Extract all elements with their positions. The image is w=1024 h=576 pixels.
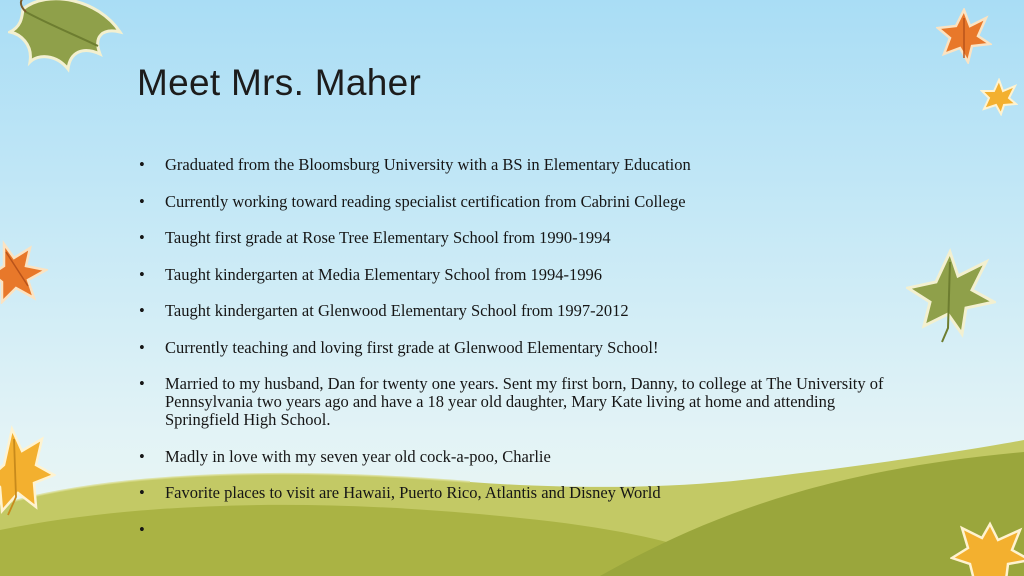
bullet-icon: • (139, 301, 145, 320)
list-item (137, 193, 897, 211)
leaf-icon (936, 8, 992, 64)
list-item-text: Madly in love with my seven year old cock-a-poo, Charlie (165, 446, 551, 466)
slide-title: Meet Mrs. Maher (137, 62, 422, 103)
bullet-icon: • (139, 374, 145, 393)
list-item (137, 229, 897, 247)
bullet-icon: • (139, 519, 145, 539)
list-item-text: Taught kindergarten at Glenwood Elementary School from 1997-2012 (165, 301, 629, 320)
bullet-icon: • (139, 337, 145, 357)
bullet-icon: • (139, 155, 145, 174)
list-item-text: Favorite places to visit are Hawaii, Puerto Rico, Atlantis and Disney World (165, 483, 661, 502)
list-item (137, 266, 897, 284)
list-item-text: Married to my husband, Dan for twenty one years. Sent my first born, Danny, to college at The University of Pennsylvania two years ago and have a 18 year old daughter, Mary Kate living at home and attending Springfield High School. (165, 374, 884, 429)
list-item (137, 484, 897, 502)
list-item-text: Currently working toward reading specialist certification from Cabrini College (165, 191, 686, 211)
leaf-icon (950, 520, 1024, 576)
bullet-icon: • (139, 264, 145, 284)
list-item-text: Taught kindergarten at Media Elementary School from 1994-1996 (165, 264, 603, 284)
list-item (137, 156, 897, 174)
list-item-text: Currently teaching and loving first grade at Glenwood Elementary School! (165, 337, 659, 357)
bullet-list (137, 155, 897, 539)
list-item (137, 302, 897, 320)
bullet-icon: • (139, 483, 145, 502)
bullet-icon: • (139, 228, 145, 247)
leaf-icon (906, 248, 996, 344)
list-item-text: Taught first grade at Rose Tree Elementary School from 1990-1994 (165, 228, 611, 247)
list-item (137, 448, 897, 466)
bullet-icon: • (139, 446, 145, 466)
leaf-icon (0, 425, 56, 517)
list-item (137, 375, 897, 429)
leaf-icon (980, 78, 1018, 116)
leaf-icon (0, 240, 48, 304)
list-item-text: Graduated from the Bloomsburg University with a BS in Elementary Education (165, 155, 691, 174)
list-item (137, 339, 897, 357)
leaf-icon (8, 0, 128, 74)
bullet-icon: • (139, 191, 145, 211)
